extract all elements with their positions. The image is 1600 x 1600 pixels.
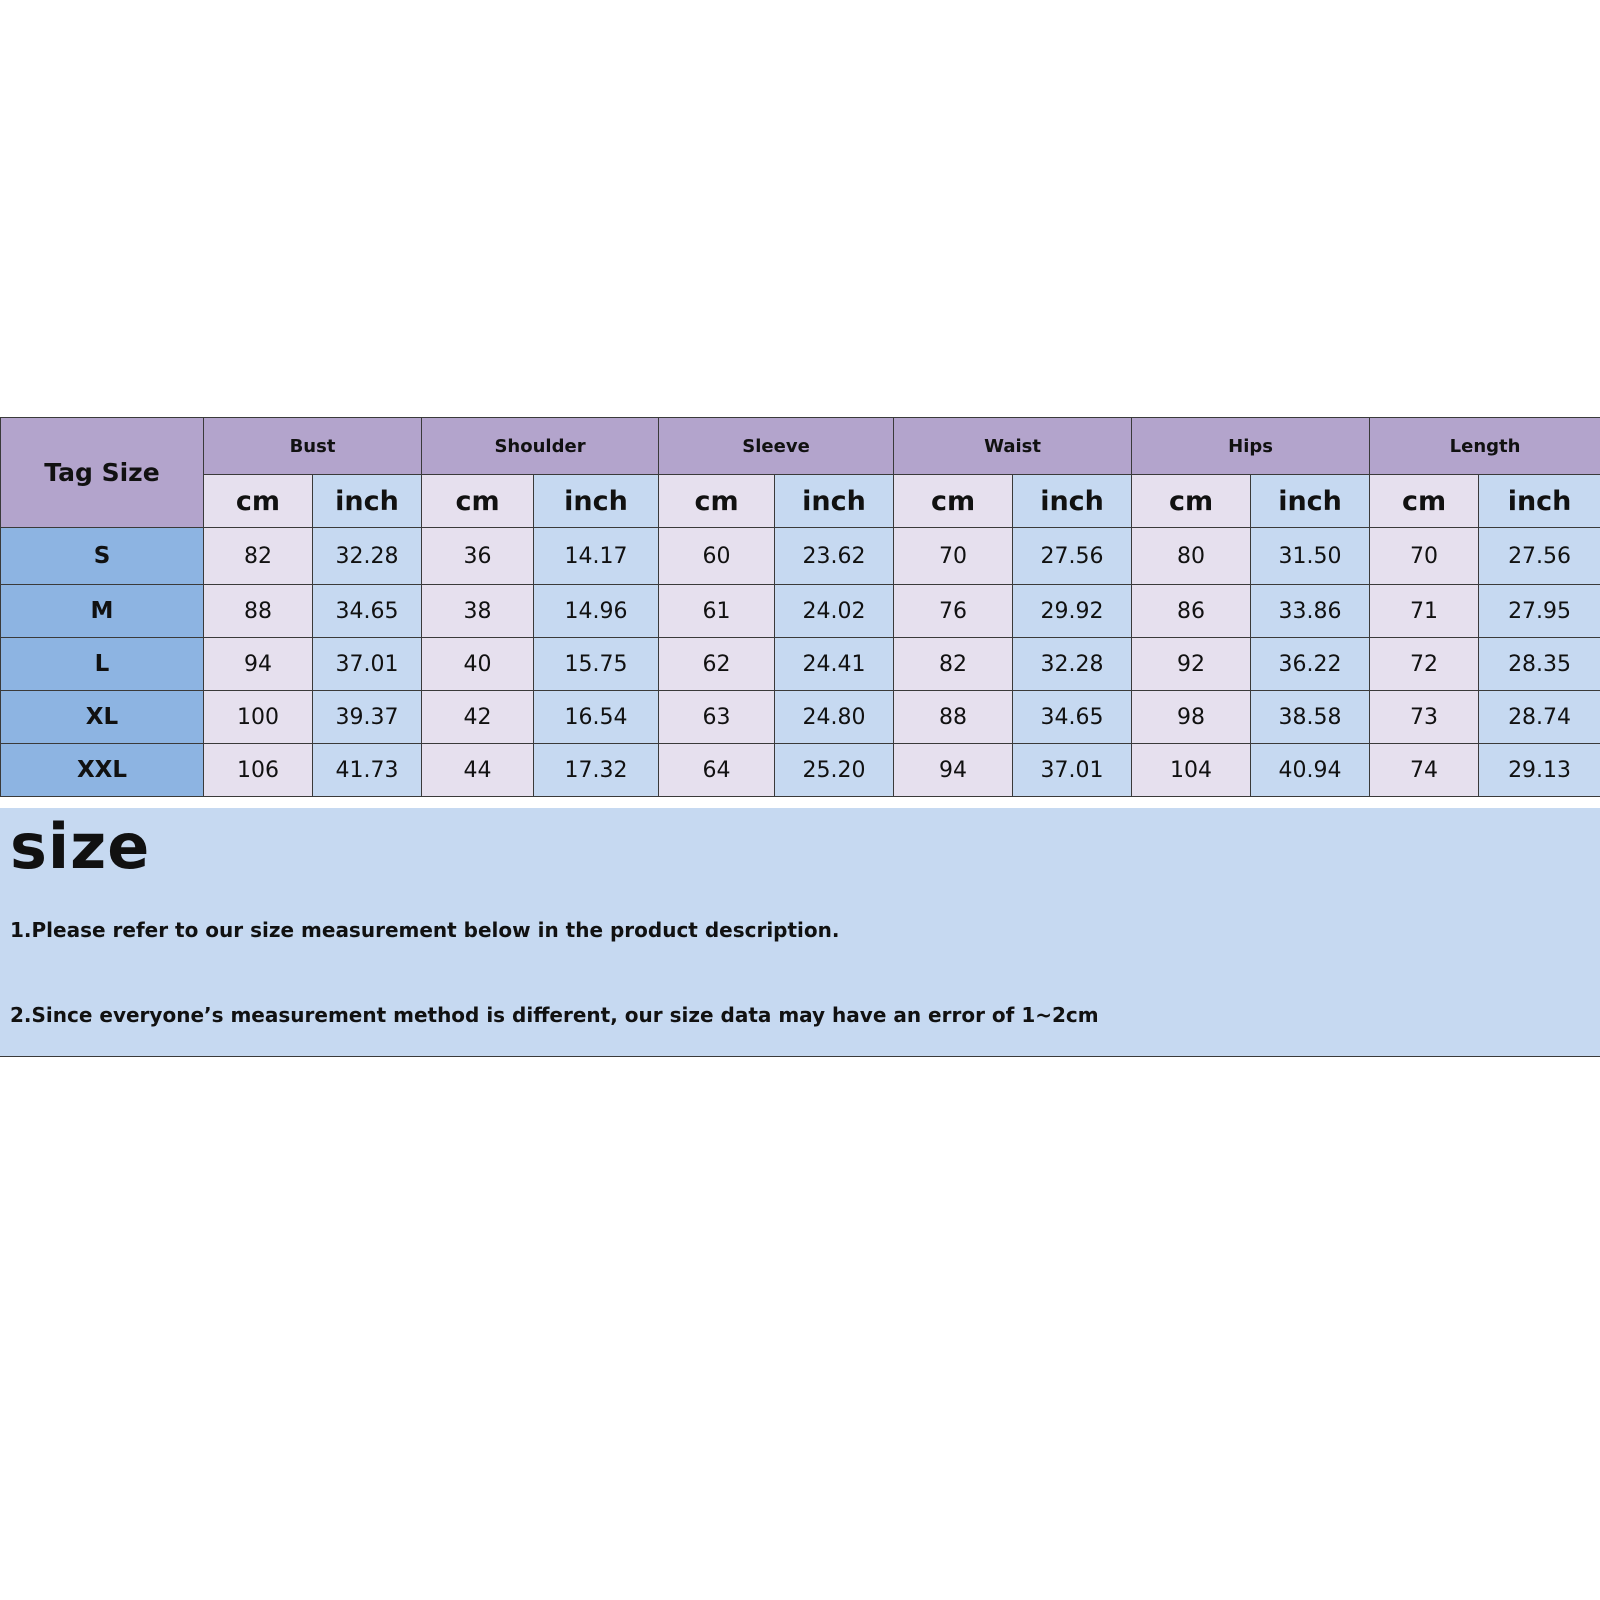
unit-header-inch: inch bbox=[1479, 475, 1600, 528]
unit-header-inch: inch bbox=[1251, 475, 1370, 528]
value-cell-inch: 31.50 bbox=[1251, 528, 1370, 585]
value-cell-cm: 86 bbox=[1132, 585, 1251, 638]
group-header-length: Length bbox=[1370, 418, 1600, 475]
value-cell-cm: 94 bbox=[204, 638, 313, 691]
value-cell-cm: 64 bbox=[659, 744, 775, 797]
value-cell-inch: 25.20 bbox=[775, 744, 894, 797]
value-cell-cm: 36 bbox=[422, 528, 534, 585]
value-cell-cm: 88 bbox=[894, 691, 1013, 744]
group-header-hips: Hips bbox=[1132, 418, 1370, 475]
value-cell-cm: 80 bbox=[1132, 528, 1251, 585]
value-cell-inch: 37.01 bbox=[313, 638, 422, 691]
value-cell-inch: 24.41 bbox=[775, 638, 894, 691]
value-cell-cm: 72 bbox=[1370, 638, 1479, 691]
value-cell-cm: 76 bbox=[894, 585, 1013, 638]
size-label-cell: S bbox=[1, 528, 204, 585]
value-cell-cm: 44 bbox=[422, 744, 534, 797]
unit-header-cm: cm bbox=[204, 475, 313, 528]
value-cell-inch: 41.73 bbox=[313, 744, 422, 797]
unit-header-cm: cm bbox=[659, 475, 775, 528]
value-cell-cm: 100 bbox=[204, 691, 313, 744]
value-cell-inch: 24.80 bbox=[775, 691, 894, 744]
value-cell-inch: 36.22 bbox=[1251, 638, 1370, 691]
value-cell-inch: 29.92 bbox=[1013, 585, 1132, 638]
value-cell-inch: 28.74 bbox=[1479, 691, 1600, 744]
value-cell-cm: 94 bbox=[894, 744, 1013, 797]
value-cell-inch: 34.65 bbox=[1013, 691, 1132, 744]
notes-title: size bbox=[10, 810, 151, 883]
size-label-cell: M bbox=[1, 585, 204, 638]
value-cell-cm: 42 bbox=[422, 691, 534, 744]
value-cell-inch: 33.86 bbox=[1251, 585, 1370, 638]
value-cell-cm: 88 bbox=[204, 585, 313, 638]
group-header-shoulder: Shoulder bbox=[422, 418, 659, 475]
tag-size-header: Tag Size bbox=[1, 418, 204, 528]
value-cell-inch: 27.56 bbox=[1479, 528, 1600, 585]
value-cell-cm: 73 bbox=[1370, 691, 1479, 744]
group-header-sleeve: Sleeve bbox=[659, 418, 894, 475]
size-label-cell: XL bbox=[1, 691, 204, 744]
value-cell-cm: 98 bbox=[1132, 691, 1251, 744]
value-cell-inch: 32.28 bbox=[313, 528, 422, 585]
value-cell-cm: 63 bbox=[659, 691, 775, 744]
table-row bbox=[1, 585, 1600, 638]
unit-header-cm: cm bbox=[894, 475, 1013, 528]
value-cell-inch: 16.54 bbox=[534, 691, 659, 744]
value-cell-inch: 40.94 bbox=[1251, 744, 1370, 797]
value-cell-inch: 23.62 bbox=[775, 528, 894, 585]
value-cell-inch: 14.17 bbox=[534, 528, 659, 585]
table-row bbox=[1, 744, 1600, 797]
value-cell-inch: 32.28 bbox=[1013, 638, 1132, 691]
unit-header-cm: cm bbox=[1370, 475, 1479, 528]
value-cell-inch: 29.13 bbox=[1479, 744, 1600, 797]
value-cell-inch: 28.35 bbox=[1479, 638, 1600, 691]
unit-header-cm: cm bbox=[1132, 475, 1251, 528]
table-row bbox=[1, 528, 1600, 585]
unit-header-inch: inch bbox=[775, 475, 894, 528]
value-cell-cm: 74 bbox=[1370, 744, 1479, 797]
value-cell-cm: 62 bbox=[659, 638, 775, 691]
unit-header-row bbox=[1, 475, 1600, 528]
size-notes-panel bbox=[0, 808, 1600, 1057]
group-header-row bbox=[1, 418, 1600, 475]
value-cell-inch: 37.01 bbox=[1013, 744, 1132, 797]
value-cell-cm: 61 bbox=[659, 585, 775, 638]
value-cell-cm: 70 bbox=[894, 528, 1013, 585]
value-cell-cm: 40 bbox=[422, 638, 534, 691]
value-cell-cm: 38 bbox=[422, 585, 534, 638]
size-label-cell: XXL bbox=[1, 744, 204, 797]
table-row bbox=[1, 638, 1600, 691]
value-cell-inch: 14.96 bbox=[534, 585, 659, 638]
value-cell-inch: 24.02 bbox=[775, 585, 894, 638]
value-cell-cm: 70 bbox=[1370, 528, 1479, 585]
value-cell-cm: 92 bbox=[1132, 638, 1251, 691]
size-label-cell: L bbox=[1, 638, 204, 691]
value-cell-cm: 82 bbox=[204, 528, 313, 585]
size-chart-body bbox=[1, 528, 1600, 797]
unit-header-inch: inch bbox=[1013, 475, 1132, 528]
value-cell-cm: 60 bbox=[659, 528, 775, 585]
note-item: 2.Since everyone’s measurement method is different, our size data may have an error of 1~2cm bbox=[10, 1003, 1099, 1027]
value-cell-inch: 34.65 bbox=[313, 585, 422, 638]
value-cell-inch: 27.56 bbox=[1013, 528, 1132, 585]
group-header-bust: Bust bbox=[204, 418, 422, 475]
unit-header-inch: inch bbox=[313, 475, 422, 528]
group-header-waist: Waist bbox=[894, 418, 1132, 475]
value-cell-cm: 106 bbox=[204, 744, 313, 797]
value-cell-inch: 38.58 bbox=[1251, 691, 1370, 744]
value-cell-cm: 82 bbox=[894, 638, 1013, 691]
table-row bbox=[1, 691, 1600, 744]
value-cell-inch: 17.32 bbox=[534, 744, 659, 797]
note-item: 1.Please refer to our size measurement below in the product description. bbox=[10, 918, 840, 942]
unit-header-inch: inch bbox=[534, 475, 659, 528]
value-cell-inch: 15.75 bbox=[534, 638, 659, 691]
value-cell-inch: 39.37 bbox=[313, 691, 422, 744]
value-cell-inch: 27.95 bbox=[1479, 585, 1600, 638]
size-chart-table bbox=[0, 417, 1600, 797]
value-cell-cm: 71 bbox=[1370, 585, 1479, 638]
value-cell-cm: 104 bbox=[1132, 744, 1251, 797]
unit-header-cm: cm bbox=[422, 475, 534, 528]
